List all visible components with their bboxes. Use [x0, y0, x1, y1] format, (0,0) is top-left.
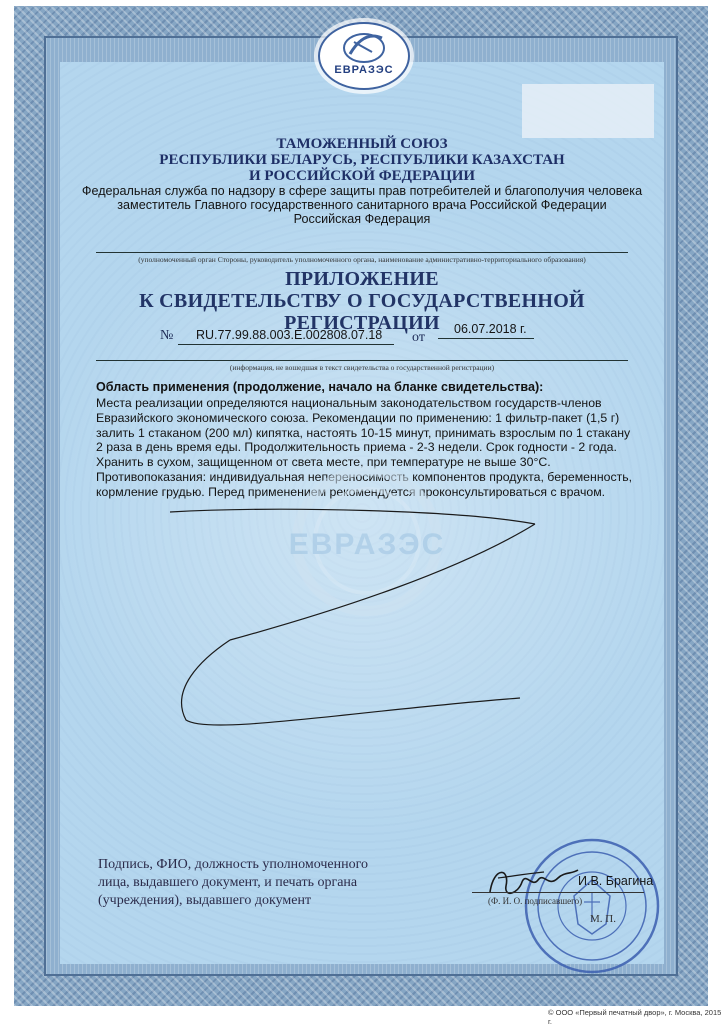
- watermark-label: ЕВРАЗЭС: [288, 528, 446, 561]
- signature-caption: [98, 856, 418, 910]
- cancellation-z-lines: [160, 490, 560, 750]
- fio-caption: (Ф. И. О. подписавшего): [488, 896, 583, 906]
- number-underline: [178, 344, 394, 345]
- caption-underline: [96, 360, 628, 361]
- printer-note: © ООО «Первый печатный двор», г. Москва, 2015 г.: [548, 1008, 722, 1026]
- number-label: №: [160, 328, 174, 343]
- union-title-line1: ТАМОЖЕННЫЙ СОЮЗ: [276, 136, 448, 152]
- date-label: от: [412, 330, 425, 345]
- globe-icon: [320, 24, 408, 88]
- section-title: Область применения (продолжение, начало на бланке свидетельства):: [96, 380, 544, 394]
- authority-line3: Российская Федерация: [293, 212, 431, 226]
- authority-underline: [96, 252, 628, 253]
- union-title-line2: РЕСПУБЛИКИ БЕЛАРУСЬ, РЕСПУБЛИКИ КАЗАХСТАН: [159, 152, 565, 168]
- signer-name: И.В. Брагина: [578, 874, 654, 888]
- number-caption: (информация, не вошедшая в текст свидетельства о государственной регистрации): [229, 363, 495, 372]
- union-title-line3: И РОССИЙСКОЙ ФЕДЕРАЦИИ: [248, 168, 476, 184]
- document-title-line1: ПРИЛОЖЕНИЕ: [285, 268, 439, 290]
- section-body-text: Места реализации определяются национальным законодательством государств-членов Евразийского экономического союза. Рекомендации по применению: 1 фильтр-пакет (1,5 г) залить 1 стаканом (200 мл) кипятка, настоять 10-15 минут, принимать взрослым по 1 стакану 2 раза в день время еды. Продолжительность приема - 2-3 недели. Срок годности - 2 года. Хранить в сухом, защищенном от света месте, при температуре не выше 30°С. Противопоказания: индивидуальная непереносимость компонентов продукта, беременность, кормление грудью. Перед применением рекомендуется проконсультироваться с врачом.: [96, 396, 633, 499]
- emblem-label: ЕВРАЗЭС: [334, 64, 394, 76]
- document-title-line2: К СВИДЕТЕЛЬСТВУ О ГОСУДАРСТВЕННОЙ РЕГИСТРАЦИИ: [139, 290, 585, 334]
- pasted-label: [522, 84, 654, 138]
- date-underline: [438, 338, 534, 339]
- authority-line2: заместитель Главного государственного санитарного врача Российской Федерации: [117, 198, 607, 212]
- registration-number: RU.77.99.88.003.E.002808.07.18: [196, 328, 383, 342]
- authority-caption: (уполномоченный орган Стороны, руководитель уполномоченного органа, наименование административно-территориального образования): [138, 255, 586, 264]
- signature-caption-line3: (учреждения), выдавшего документ: [98, 893, 312, 908]
- signer-underline: [472, 892, 644, 893]
- eurasec-emblem: [318, 22, 410, 90]
- signature-caption-line1: Подпись, ФИО, должность уполномоченного: [98, 857, 368, 872]
- signature-caption-line2: лица, выдавшего документ, и печать органа: [98, 875, 358, 890]
- registration-date: 06.07.2018 г.: [454, 322, 527, 336]
- seal-caption: М. П.: [590, 913, 616, 925]
- authority-line1: Федеральная служба по надзору в сфере защиты прав потребителей и благополучия человека: [81, 184, 643, 198]
